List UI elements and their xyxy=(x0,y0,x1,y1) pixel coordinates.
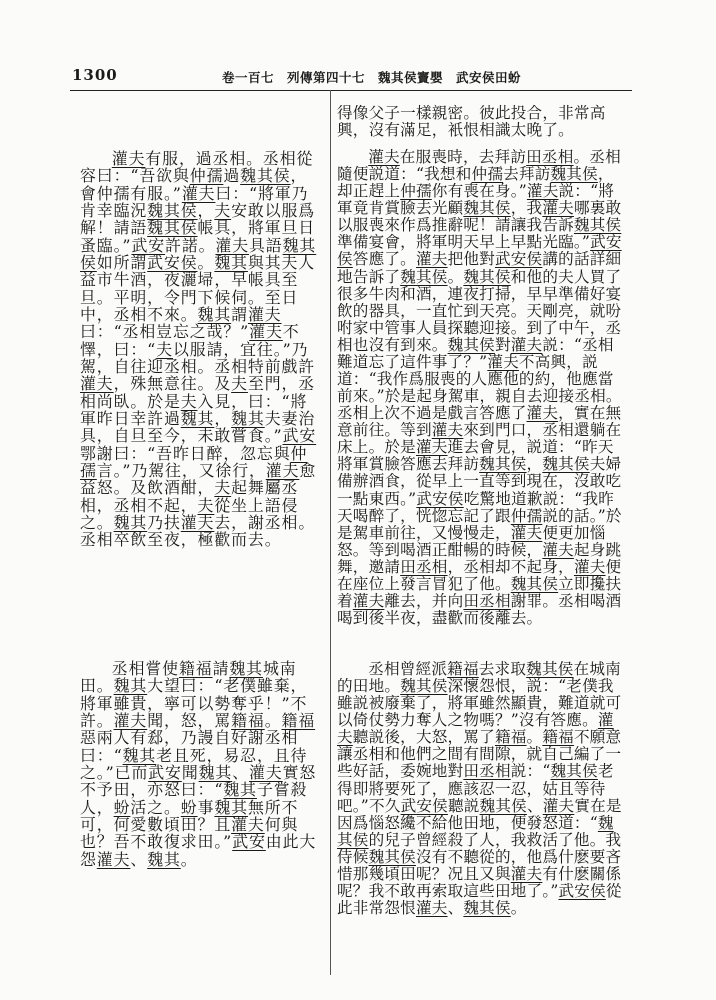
text-run: 夫婦備辦酒食，從早上一直等到現在，沒敢吃一點東西。” xyxy=(337,455,622,508)
text-run: 準備宴會，將軍明天早上早點光臨。” xyxy=(337,233,591,252)
text-run: 便更加惱怒。等到喝酒正酣暢的時候， xyxy=(337,523,606,559)
text-run: 曰：“將軍乃肯幸臨況 xyxy=(80,183,309,220)
proper-name: 灌夫 xyxy=(510,523,543,542)
proper-name: 灌夫 xyxy=(265,460,300,480)
proper-name: 魏其侯 xyxy=(240,166,291,186)
proper-name: 灌夫 xyxy=(231,814,265,834)
proper-name: 魏其 xyxy=(229,659,263,678)
text-run: 。 xyxy=(264,710,282,730)
text-run: 丞相嘗使 xyxy=(111,659,179,678)
proper-name: 魏其侯 xyxy=(463,267,511,286)
text-run: 不懌，曰：“ xyxy=(80,322,300,359)
proper-name: 魏其侯 xyxy=(550,165,598,184)
proper-name: 魏其 xyxy=(223,780,257,800)
proper-name: 灌夫 xyxy=(542,199,574,218)
proper-name: 籍福 xyxy=(231,710,265,730)
proper-name: 灌夫 xyxy=(215,235,250,255)
text-run: 對 xyxy=(494,335,511,354)
text-run: 何與也？吾不敢復求田。” xyxy=(80,814,299,852)
text-run: 乃扶 xyxy=(147,512,181,532)
proper-name: 武安侯 xyxy=(416,489,464,508)
text-run: 、 xyxy=(526,796,543,815)
proper-name: 夫 xyxy=(156,339,173,359)
proper-name: 夫 xyxy=(214,478,232,498)
proper-name: 魏其 xyxy=(147,849,181,869)
proper-name: 魏其侯 xyxy=(463,199,511,218)
text-run: 。 xyxy=(197,252,215,272)
proper-name: 灌夫 xyxy=(510,335,543,354)
proper-name: 籍福 xyxy=(178,659,213,678)
proper-name: 魏其 xyxy=(197,304,232,324)
text-run: 在服喪時，去拜訪 xyxy=(399,148,527,166)
proper-name: 灌夫 xyxy=(415,899,448,918)
proper-name: 武安侯 xyxy=(337,233,622,269)
text-run: 無所不可，何愛數頃田？且 xyxy=(80,797,299,834)
text-run: 得像父子一樣親密。彼此投合，非常高興，沒有滿足，衹恨相識太晚了。 xyxy=(337,104,606,140)
proper-name: 灌夫 xyxy=(368,148,400,166)
column-divider xyxy=(330,90,331,975)
proper-name: 魏其 xyxy=(198,762,233,782)
text-run: 如所謂 xyxy=(96,252,148,272)
proper-name: 蚡 xyxy=(113,797,131,817)
proper-name: 灌夫 xyxy=(415,438,448,457)
text-run: 以服請，宜往。”乃駕，自往迎丞相。丞相特前戲許 xyxy=(80,339,316,376)
text-run: 曰：“丞相豈忘之哉？” xyxy=(80,322,250,342)
proper-name: 灌夫 xyxy=(96,849,131,869)
proper-name: 魏其侯 xyxy=(479,455,527,474)
text-run: 聞 xyxy=(181,762,199,782)
proper-name: 田丞相 xyxy=(463,762,511,781)
proper-name: 武安侯 xyxy=(558,882,606,901)
text-run: 至門，丞相尚臥。於是 xyxy=(80,374,316,411)
text-run: 老且死，易忍，且待之。”已而 xyxy=(80,745,308,782)
proper-name: 灌夫 xyxy=(526,404,559,423)
proper-name: 魏其侯 xyxy=(526,660,574,678)
proper-name: 夫 xyxy=(180,391,198,411)
proper-name: 武安侯 xyxy=(147,252,198,272)
text-run: 和他的夫人買了很多牛肉和酒，連夜打掃，早早準備好宴飲的器具，一直忙到天亮。天剛亮，就吩咐家中管事人員探聽迎接。到了中午，丞相也沒有到來。 xyxy=(337,267,622,354)
text-run: 實怒不予田，亦怒曰：“ xyxy=(80,762,317,800)
text-run: 哪裏敢以服喪來作爲推辭呢！請讓我告訴 xyxy=(337,199,622,235)
proper-name: 灌夫 xyxy=(181,183,216,203)
proper-name: 武安 xyxy=(282,426,317,446)
text-run: 説的話。”於是駕車前往，又慢慢走， xyxy=(337,506,622,542)
original-paragraph-2 xyxy=(80,660,318,868)
proper-name: 籍福 xyxy=(447,660,479,678)
text-run: 入見，曰：“將軍昨日幸許過 xyxy=(80,391,308,428)
text-run: 答應了。 xyxy=(352,250,416,269)
text-run: 不願意讓丞相和他們之間有間隙，就自己編了一些好話，委婉地對 xyxy=(337,728,622,781)
text-run: 沒有不聽從的，他爲什麽要吝惜那幾頃田呢？况且又與 xyxy=(337,847,622,883)
proper-name: 魏其侯 xyxy=(573,216,622,235)
text-run: ， xyxy=(214,408,232,428)
proper-name: 灌夫 xyxy=(111,149,146,168)
header-rule xyxy=(70,90,632,91)
text-run: 大望曰：“老僕雖棄，將軍雖貴，寧可以勢奪乎！”不許。 xyxy=(80,676,308,730)
text-run: 愈益怒。及飲酒酣， xyxy=(80,460,317,498)
text-run: 説：“ xyxy=(510,762,551,781)
proper-name: 魏其侯 xyxy=(550,762,598,781)
proper-name: 武安 xyxy=(131,235,166,255)
text-run: 謂 xyxy=(231,304,248,324)
proper-name: 魏其 xyxy=(214,797,248,817)
running-title: 卷一百七 列傳第四十七 魏其侯竇嬰 武安侯田蚡 xyxy=(222,70,522,85)
text-run: 、 xyxy=(447,899,464,918)
proper-name: 灌夫 xyxy=(247,304,282,324)
text-run: ，實在無意前往。等到 xyxy=(337,404,622,440)
proper-name: 魏其侯 xyxy=(80,235,317,272)
text-run: 起舞屬丞相，丞相不起， xyxy=(80,478,299,515)
proper-name: 仲孺 xyxy=(189,166,224,186)
proper-name: 魏其侯 xyxy=(400,267,448,286)
text-run: 在城南的田地。 xyxy=(337,660,621,696)
text-run: 子嘗殺人， xyxy=(80,780,308,817)
text-run: ，丞相却不起身， xyxy=(447,557,574,576)
text-run: 把他對 xyxy=(447,250,495,269)
proper-name: 魏其 xyxy=(231,408,265,428)
proper-name: 仲孺 xyxy=(510,506,543,525)
proper-name: 魏其侯 xyxy=(147,200,198,220)
proper-name: 魏其侯 xyxy=(463,899,511,918)
proper-name: 籍福 xyxy=(542,728,574,747)
proper-name: 灌夫 xyxy=(415,250,448,269)
proper-name: 灌夫 xyxy=(352,592,385,611)
proper-name: 田丞相 xyxy=(526,148,574,166)
proper-name: 魏其侯 xyxy=(447,335,495,354)
text-run: 請 xyxy=(212,659,230,678)
text-run: 許諾。 xyxy=(165,235,216,255)
proper-name: 魏其 xyxy=(113,512,148,532)
proper-name: 夫 xyxy=(231,374,248,394)
proper-name: 夫 xyxy=(214,200,232,220)
text-run: 去，謝丞相。丞相卒飲至夜，極歡而去。 xyxy=(80,512,316,550)
text-run: 具語 xyxy=(249,235,283,255)
text-run: 鄂謝曰：“吾昨日醉，忽忘與 xyxy=(80,443,291,463)
text-run: 的兒子曾經殺了人，我救活了他。我侍候 xyxy=(337,830,622,866)
text-run: 惡兩人有郄，乃謾自好謝丞相曰：“ xyxy=(80,728,299,765)
text-run: 離去，并向 xyxy=(384,592,464,611)
text-run: 起身跳舞，邀請 xyxy=(337,540,622,576)
proper-name: 灌夫 xyxy=(431,421,464,440)
text-run: 不高興，説道：“我作爲服喪的人應他的約，他應當前來。”於是起身駕車，親自去迎接丞相。丞相上次不過是戲言答應了 xyxy=(337,352,622,423)
proper-name: 田丞相 xyxy=(400,557,448,576)
proper-name: 灌夫 xyxy=(542,796,575,815)
original-paragraph-1 xyxy=(80,150,318,549)
proper-name: 灌夫 xyxy=(80,374,114,394)
text-run: 由此大怨 xyxy=(80,832,317,869)
proper-name: 魏其侯 xyxy=(368,847,416,866)
text-run: ， xyxy=(197,200,215,220)
proper-name: 灌夫 xyxy=(180,512,215,532)
text-run: 、 xyxy=(130,849,148,869)
text-run: 謝罪。丞相喝酒喝到後半夜，盡歡而後離去。 xyxy=(337,592,622,628)
text-run: 。丞相隨便説道：“我想和 xyxy=(337,148,621,184)
proper-name: 灌夫 xyxy=(337,711,614,747)
proper-name: 武安侯 xyxy=(400,796,448,815)
proper-name: 魏其侯 xyxy=(479,796,527,815)
text-run: 、 xyxy=(232,762,250,782)
text-run: 進去會見，説道：“昨天將軍賞臉答應去拜訪 xyxy=(337,438,614,474)
text-run: 去求取 xyxy=(478,660,527,678)
text-run: 。 xyxy=(510,899,527,918)
text-run: 深懷怨恨，説：“老僕我雖説被廢棄了，將軍雖然顯貴，難道就可以倚仗勢力奪人之物嗎？”沒有答應。 xyxy=(337,677,622,730)
text-run: 立即攙扶着 xyxy=(337,574,622,611)
proper-name: 灌夫 xyxy=(510,864,543,883)
proper-name: 籍福 xyxy=(281,710,316,730)
proper-name: 灌夫 xyxy=(249,322,283,342)
proper-name: 魏其侯 xyxy=(400,677,448,696)
proper-name: 籍福 xyxy=(494,728,527,747)
text-run: 活之。 xyxy=(130,797,181,817)
text-run: 丞相曾經派 xyxy=(368,660,448,678)
proper-name: 夫 xyxy=(197,495,215,515)
text-run: 。 xyxy=(180,849,198,869)
text-run: 老得即將要死了，應該忍一忍，姑且等待吧。”不久 xyxy=(337,762,614,815)
text-run: 實在是因爲惱怒纔不給他田地，便發怒道：“ xyxy=(337,796,622,832)
translation-paragraph-2 xyxy=(337,149,629,627)
proper-name: 武安 xyxy=(232,832,266,852)
proper-name: 魏其侯 xyxy=(147,218,198,238)
proper-name: 仲孺 xyxy=(471,165,504,184)
proper-name: 田丞相 xyxy=(463,592,511,611)
proper-name: 灌夫 xyxy=(249,762,283,782)
proper-name: 灌夫 xyxy=(113,710,148,730)
proper-name: 灌夫 xyxy=(573,557,606,576)
text-run: 聽説 xyxy=(447,796,480,815)
text-run: 聽説後，大怒，罵了 xyxy=(352,728,495,747)
proper-name: 魏其 xyxy=(122,745,157,765)
page-number: 1300 xyxy=(72,66,118,84)
translation-paragraph-3 xyxy=(337,661,629,917)
proper-name: 魏其侯 xyxy=(542,455,590,474)
proper-name: 仲孺 xyxy=(400,182,432,201)
text-run: ，殊無意往。及 xyxy=(113,374,232,394)
proper-name: 蚡 xyxy=(180,797,198,817)
text-run: 便在座位上發言冒犯了他。 xyxy=(337,557,622,593)
text-run: 去拜訪 xyxy=(503,165,551,184)
text-run: 城南田。 xyxy=(80,659,297,696)
proper-name: 魏其 xyxy=(113,676,148,696)
proper-name: 魏其 xyxy=(214,252,248,272)
text-run: 説：“將軍竟肯賞臉去光顧 xyxy=(337,182,615,218)
text-run: ，却正趕上 xyxy=(337,165,614,201)
text-run: 。 xyxy=(526,728,543,747)
proper-name: 魏其侯 xyxy=(337,813,614,849)
proper-name: 魏其 xyxy=(180,408,215,428)
text-run: 來到門口，丞相還躺在床上。於是 xyxy=(337,421,622,457)
text-run: ， xyxy=(526,455,543,474)
proper-name: 魏其侯 xyxy=(510,574,559,593)
proper-name: 灌夫 xyxy=(487,352,519,371)
text-run: 有服，過丞相。丞相從容曰：“吾欲與 xyxy=(80,149,314,186)
text-run: 説：“丞相難道忘了這件事了？” xyxy=(337,335,614,371)
translation-paragraph-1 xyxy=(337,105,629,139)
text-run: 從坐上語侵之。 xyxy=(80,495,299,532)
text-run: 事 xyxy=(197,797,215,817)
proper-name: 灌夫 xyxy=(542,540,574,559)
text-run: 吃驚地道歉説：“我昨天喝醉了，恍惚忘記了跟 xyxy=(337,489,615,525)
text-run: ，我 xyxy=(510,199,543,218)
text-run: 帳具，將軍旦日蚤臨。” xyxy=(80,218,316,255)
text-run: 聞，怒，罵 xyxy=(147,710,232,730)
text-run: 你有喪在身。” xyxy=(431,182,527,201)
text-run: 過 xyxy=(223,166,241,186)
proper-name: 灌夫 xyxy=(526,182,559,201)
text-run: 言。”乃駕往，又徐行， xyxy=(96,460,266,480)
text-run: 安敢以服爲解！請語 xyxy=(80,200,316,238)
text-run: 從此非常怨恨 xyxy=(337,882,622,918)
text-run: 有什麽關係呢？我不敢再索取這些田地了。” xyxy=(337,864,622,901)
text-run: 與其夫人益市牛酒，夜灑埽，早帳具至旦。平明，令門下候伺。至日中，丞相不來。 xyxy=(80,252,316,324)
text-run: 夫妻治具，自旦至今，未敢嘗食。” xyxy=(80,408,316,446)
proper-name: 仲孺 xyxy=(80,443,308,480)
proper-name: 武安 xyxy=(148,762,182,782)
text-run: ，會仲孺有服。” xyxy=(80,166,308,203)
text-run: 講的話詳細地告訴了 xyxy=(337,250,622,286)
proper-name: 武安侯 xyxy=(494,250,543,269)
text-run: 。 xyxy=(447,267,464,286)
